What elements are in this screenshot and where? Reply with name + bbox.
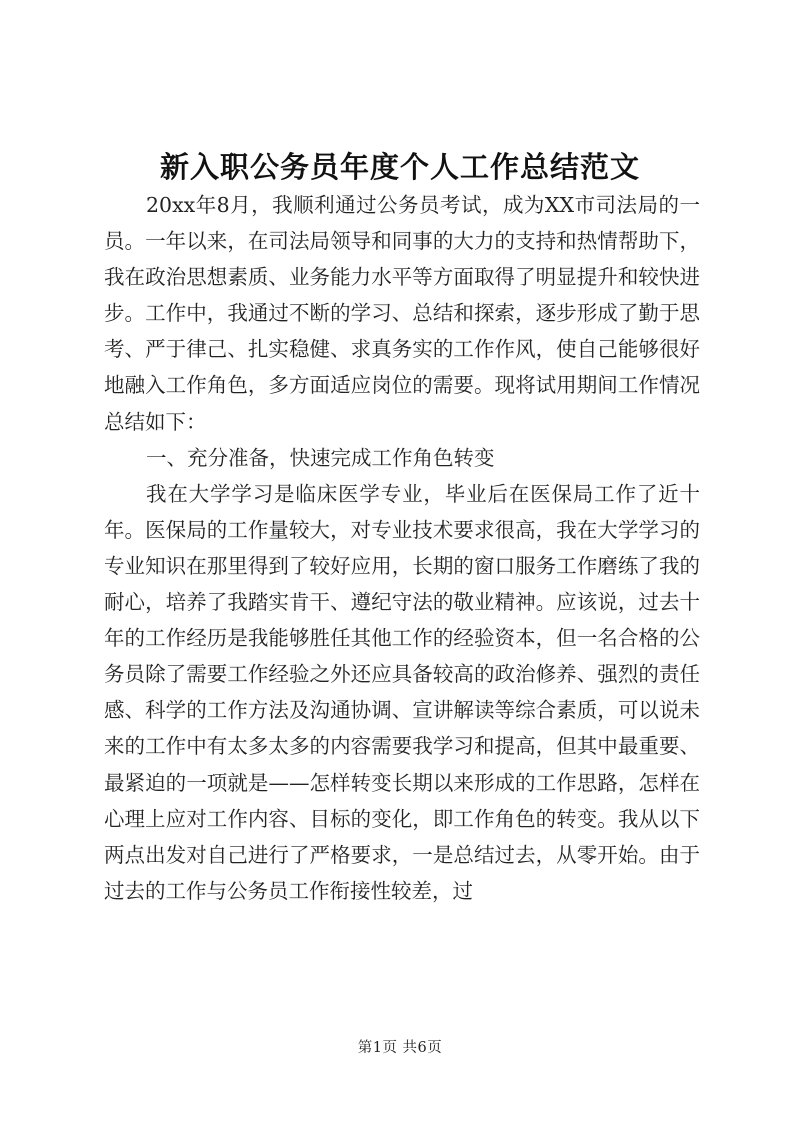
document-title: 新入职公务员年度个人工作总结范文	[159, 150, 640, 184]
section-heading: 一、充分准备，快速完成工作角色转变	[146, 445, 495, 470]
document-body	[104, 187, 700, 909]
page-footer: 第1页 共6页	[357, 1040, 443, 1056]
paragraph-intro: 20xx年8月，我顺利通过公务员考试，成为XX市司法局的一员。一年以来，在司法局领导和同事的大力的支持和热情帮助下，我在政治思想素质、业务能力水平等方面取得了明显提升和较快进步。工作中，我通过不断的学习、总结和探索，逐步形成了勤于思考、严于律己、扎实稳健、求真务实的工作作风，使自己能够很好地融入工作角色，多方面适应岗位的需要。现将试用期间工作情况总结如下：	[104, 193, 700, 434]
paragraph-section-1: 我在大学学习是临床医学专业，毕业后在医保局工作了近十年。医保局的工作量较大，对专业技术要求很高，我在大学学习的专业知识在那里得到了较好应用，长期的窗口服务工作磨练了我的耐心，培养了我踏实肯干、遵纪守法的敬业精神。应该说，过去十年的工作经历是我能够胜任其他工作的经验资本，但一名合格的公务员除了需要工作经验之外还应具备较高的政治修养、强烈的责任感、科学的工作方法及沟通协调、宣讲解读等综合素质，可以说未来的工作中有太多太多的内容需要我学习和提高，但其中最重要、最紧迫的一项就是——怎样转变长期以来形成的工作思路，怎样在心理上应对工作内容、目标的变化，即工作角色的转变。我从以下两点出发对自己进行了严格要求，一是总结过去，从零开始。由于过去的工作与公务员工作衔接性较差，过	[104, 481, 700, 903]
